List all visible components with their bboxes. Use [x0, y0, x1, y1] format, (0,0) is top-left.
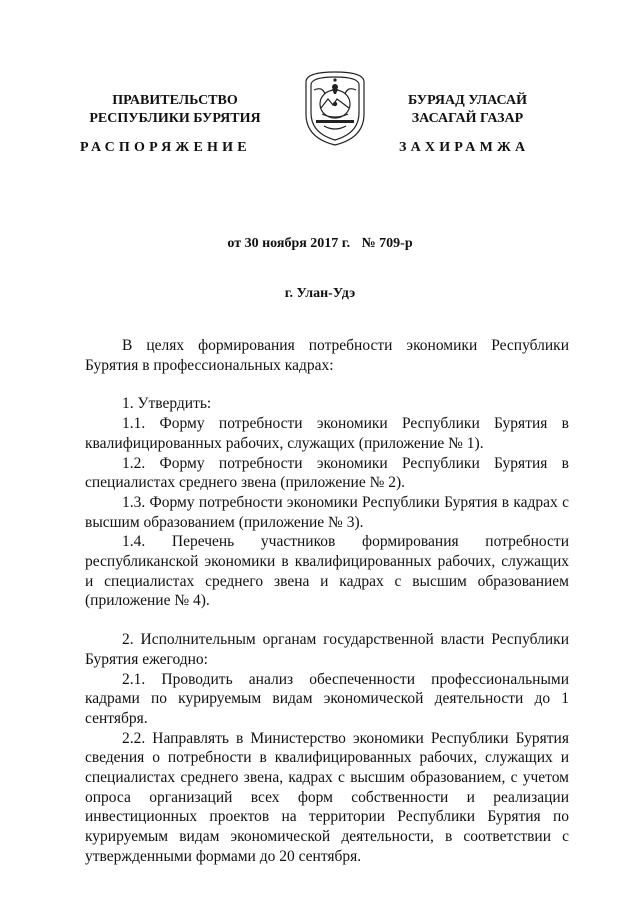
paragraph-1: 1. Утвердить:: [122, 395, 212, 413]
coat-of-arms-of-buryatia-icon: [302, 68, 368, 148]
doc-type-russian: РАСПОРЯЖЕНИЕ: [80, 140, 251, 155]
intro-paragraph: В целях формирования потребности экономики Республики Бурятия в профессиональных кадрах:: [85, 337, 569, 374]
paragraph-2-2: 2.2. Направлять в Министерство экономики Республики Бурятия сведения о потребности в квалифицированных рабочих, служащих и специалистах среднего звена, кадрах с высшим образованием, с учетом опроса организаций всех форм собственности и реализации инвестиционных проектов на территории Республики Бурятия по курируемым видам экономической деятельности, в соответствии с утвержденными формами до 20 сентября.: [85, 729, 569, 865]
paragraph-1-4: 1.4. Перечень участников формирования потребности республиканской экономики в квалифицированных рабочих, служащих и специалистах среднего звена и кадрах с высшим образованием (приложение № 4).: [85, 533, 569, 610]
issuer-line-2-buryat: ЗАСАГАЙ ГАЗАР: [411, 111, 524, 126]
issuer-line-1-buryat: БУРЯАД УЛАСАЙ: [408, 93, 527, 108]
document-body: [85, 336, 569, 867]
paragraph-2-1: 2.1. Проводить анализ обеспеченности профессиональными кадрами по курируемым видам экономической деятельности до 1 сентября.: [85, 670, 569, 727]
issuer-line-1: ПРАВИТЕЛЬСТВО: [112, 93, 238, 108]
paragraph-1-3: 1.3. Форму потребности экономики Республики Бурятия в кадрах с высшим образованием (приложение № 3).: [85, 493, 569, 531]
document-number: № 709-р: [361, 236, 413, 251]
doc-type-buryat: ЗАХИРАМЖА: [399, 140, 530, 155]
document-city: г. Улан-Удэ: [284, 286, 356, 301]
paragraph-1-2: 1.2. Форму потребности экономики Республики Бурятия в специалистах среднего звена (приложение № 2).: [85, 454, 569, 492]
issuer-line-2: РЕСПУБЛИКИ БУРЯТИЯ: [89, 111, 261, 126]
issuer-name-russian: [70, 92, 280, 128]
document-date: от 30 ноября 2017 г.: [227, 236, 351, 251]
issuer-name-buryat: [385, 92, 550, 128]
paragraph-2: 2. Исполнительным органам государственной власти Республики Бурятия ежегодно:: [85, 631, 569, 668]
date-and-number: [0, 236, 640, 252]
paragraph-1-1: 1.1. Форму потребности экономики Республики Бурятия в квалифицированных рабочих, служащих (приложение № 1).: [85, 415, 569, 452]
